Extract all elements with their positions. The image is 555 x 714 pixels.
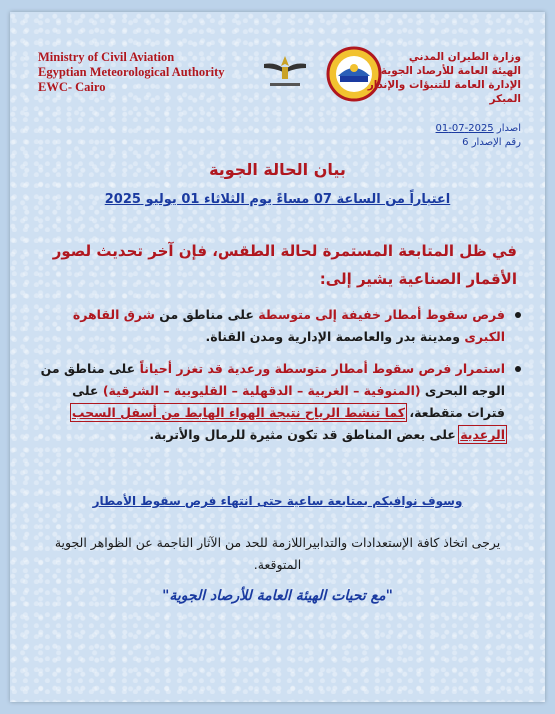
bullet1-rest: ومدينة بدر والعاصمة الإدارية ومدن القناة. [205, 329, 465, 344]
authority-name-en: Egyptian Meteorological Authority [38, 65, 225, 79]
forecast-list [36, 304, 523, 456]
bullet2-timing: على فترات متقطعة، [72, 383, 505, 420]
issue-date: 2025-07-01 [435, 123, 494, 134]
issue-info [436, 122, 521, 150]
bullet1-rain-chance: فرص سقوط أمطار خفيفة إلى متوسطة [258, 307, 505, 322]
bulletin-title: بيان الحالة الجوية [209, 160, 346, 179]
bullet2-rest: على بعض المناطق قد تكون مثيرة للرمال والأتربة. [149, 427, 461, 442]
english-header [38, 50, 258, 95]
issue-number: رقم الإصدار 6 [462, 137, 521, 148]
closing-signature: "مع تحيات الهيئة العامة للأرصاد الجوية" [162, 588, 393, 604]
list-item [36, 304, 505, 348]
bullet-dot-icon [515, 312, 521, 318]
bullet1-region: شرق القاهرة الكبرى [72, 307, 505, 344]
advice-paragraph: يرجى اتخاذ كافة الإستعدادات والتدابيراللازمة للحد من الآثار الناجمة عن الظواهر الجوية المتوقعة. [54, 535, 501, 572]
bullet1-connector: على مناطق من [154, 307, 259, 322]
authority-name-ar: الهيئة العامة للأرصاد الجوية [380, 65, 521, 77]
bullet-dot-icon [515, 366, 521, 372]
bulletin-page [10, 12, 545, 702]
bullet2-wind-warning: كما تنشط الرياح نتيجة الهواء الهابط من أسفل السحب الرعدية [71, 405, 505, 442]
arabic-header [341, 50, 521, 106]
list-item [36, 358, 505, 446]
bullet2-connector: على مناطق من الوجه البحرى [40, 361, 505, 398]
bulletin-subtitle: اعتباراً من الساعة 07 مساءً يوم الثلاثاء 01 يوليو 2025 [104, 192, 451, 207]
intro-paragraph: في ظل المتابعة المستمرة لحالة الطقس، فإن آخر تحديث لصور الأقمار الصناعية يشير إلى: [52, 242, 517, 288]
civil-aviation-logo-icon [260, 50, 310, 92]
followup-note: وسوف نوافيكم بمتابعة ساعية حتى انتهاء فرص سقوط الأمطار [92, 494, 463, 508]
department-name-ar: الإدارة العامة للتنبؤات والإنذار المبكر [367, 79, 521, 105]
ministry-name-ar: وزارة الطيران المدني [408, 51, 521, 63]
ministry-name-en: Ministry of Civil Aviation [38, 50, 175, 64]
bullet2-governorates: (المنوفية – الغربية – الدقهلية – القليوبية – الشرقية) [102, 383, 421, 398]
bullet2-rain-chance: استمرار فرص سقوط أمطار متوسطة ورعدية قد تغزر أحياناً [139, 361, 505, 376]
issue-label: اصدار [496, 123, 521, 134]
center-name-en: EWC- Cairo [38, 80, 106, 94]
